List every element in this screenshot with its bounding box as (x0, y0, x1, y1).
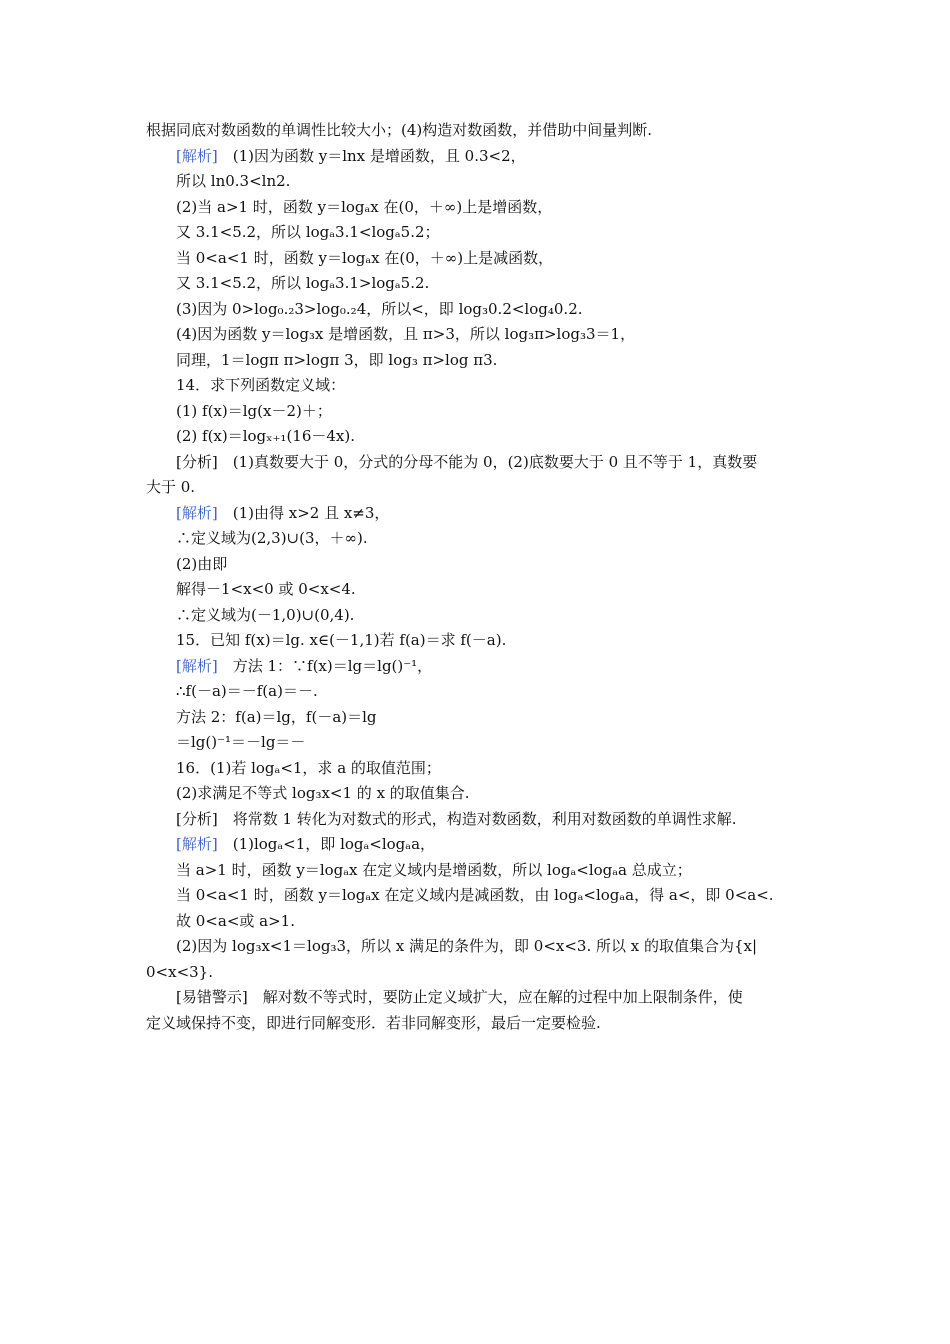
analysis-line: [分析] (1)真数要大于 0，分式的分母不能为 0，(2)底数要大于 0 且不等于 1，真数要 (176, 453, 758, 471)
question-15: 15．已知 f(x)＝lg. x∈(－1,1)若 f(a)＝求 f(－a). (176, 631, 507, 649)
text-line: (2)由即 (176, 555, 228, 573)
text-line: 方法 2：f(a)＝lg，f(－a)＝lg (176, 708, 377, 726)
text-line: 故 0<a<或 a>1. (176, 912, 295, 930)
text-line: 当 0<a<1 时，函数 y＝logₐx 在(0，＋∞)上是减函数， (176, 249, 554, 267)
text-line: 0<x<3}. (146, 963, 213, 981)
text-line: (4)因为函数 y＝log₃x 是增函数，且 π>3，所以 log₃π>log₃3＝1， (176, 325, 636, 343)
question-16: 16．(1)若 logₐ<1，求 a 的取值范围； (176, 759, 441, 777)
text-line: 所以 ln0.3<ln2. (176, 172, 291, 190)
text-line: 当 0<a<1 时，函数 y＝logₐx 在定义域内是减函数，由 logₐ<logₐa，得 a<，即 0<a<. (176, 886, 774, 904)
text-line: 定义域保持不变，即进行同解变形．若非同解变形，最后一定要检验. (146, 1014, 601, 1032)
text-line: (1) f(x)＝lg(x－2)＋； (176, 402, 332, 420)
line-text: (1)由得 x>2 且 x≠3， (217, 504, 390, 522)
analysis-line (176, 501, 389, 526)
line-text: (1)logₐ<1，即 logₐ<logₐa， (217, 835, 436, 853)
analysis-line (176, 654, 432, 679)
text-line: 解得－1<x<0 或 0<x<4. (176, 580, 356, 598)
text-line: (2)求满足不等式 log₃x<1 的 x 的取值集合. (176, 784, 470, 802)
analysis-tag: [解析] (176, 147, 218, 165)
text-line: ∴定义域为(－1,0)∪(0,4). (176, 606, 355, 624)
text-line: (2) f(x)＝logₓ₊₁(16－4x). (176, 427, 356, 445)
text-line: 又 3.1<5.2，所以 logₐ3.1<logₐ5.2； (176, 223, 440, 241)
question-14: 14．求下列函数定义域： (176, 376, 346, 394)
text-line: (2)当 a>1 时，函数 y＝logₐx 在(0，＋∞)上是增函数， (176, 198, 553, 216)
text-line: ∴f(－a)＝－f(a)＝－. (176, 682, 318, 700)
text-line: ∴定义域为(2,3)∪(3，＋∞). (176, 529, 368, 547)
text-line: 当 a>1 时，函数 y＝logₐx 在定义域内是增函数，所以 logₐ<logₐa 总成立； (176, 861, 692, 879)
text-line: ＝lg()⁻¹＝－lg＝－ (176, 733, 306, 751)
analysis-line: [分析] 将常数 1 转化为对数式的形式，构造对数函数，利用对数函数的单调性求解. (176, 810, 737, 828)
line-text: (1)因为函数 y＝lnx 是增函数，且 0.3<2， (217, 147, 526, 165)
text-line: 大于 0. (146, 478, 196, 496)
analysis-tag: [解析] (176, 504, 218, 522)
analysis-tag: [解析] (176, 835, 218, 853)
analysis-line (176, 832, 435, 857)
text-line: (2)因为 log₃x<1＝log₃3，所以 x 满足的条件为，即 0<x<3. 所以 x 的取值集合为{x| (176, 937, 758, 955)
text-line: 又 3.1<5.2，所以 logₐ3.1>logₐ5.2. (176, 274, 430, 292)
line-text: 方法 1：∵f(x)＝lg＝lg()⁻¹， (217, 657, 433, 675)
text-line: 根据同底对数函数的单调性比较大小；(4)构造对数函数，并借助中间量判断. (146, 121, 653, 139)
text-line: (3)因为 0>log₀.₂3>log₀.₂4，所以<，即 log₃0.2<log₄0.2. (176, 300, 583, 318)
warning-line: [易错警示] 解对数不等式时，要防止定义域扩大，应在解的过程中加上限制条件，使 (176, 988, 743, 1006)
analysis-tag: [解析] (176, 657, 218, 675)
text-line: 同理，1＝logπ π>logπ 3，即 log₃ π>log π3. (176, 351, 498, 369)
analysis-line (176, 144, 526, 169)
